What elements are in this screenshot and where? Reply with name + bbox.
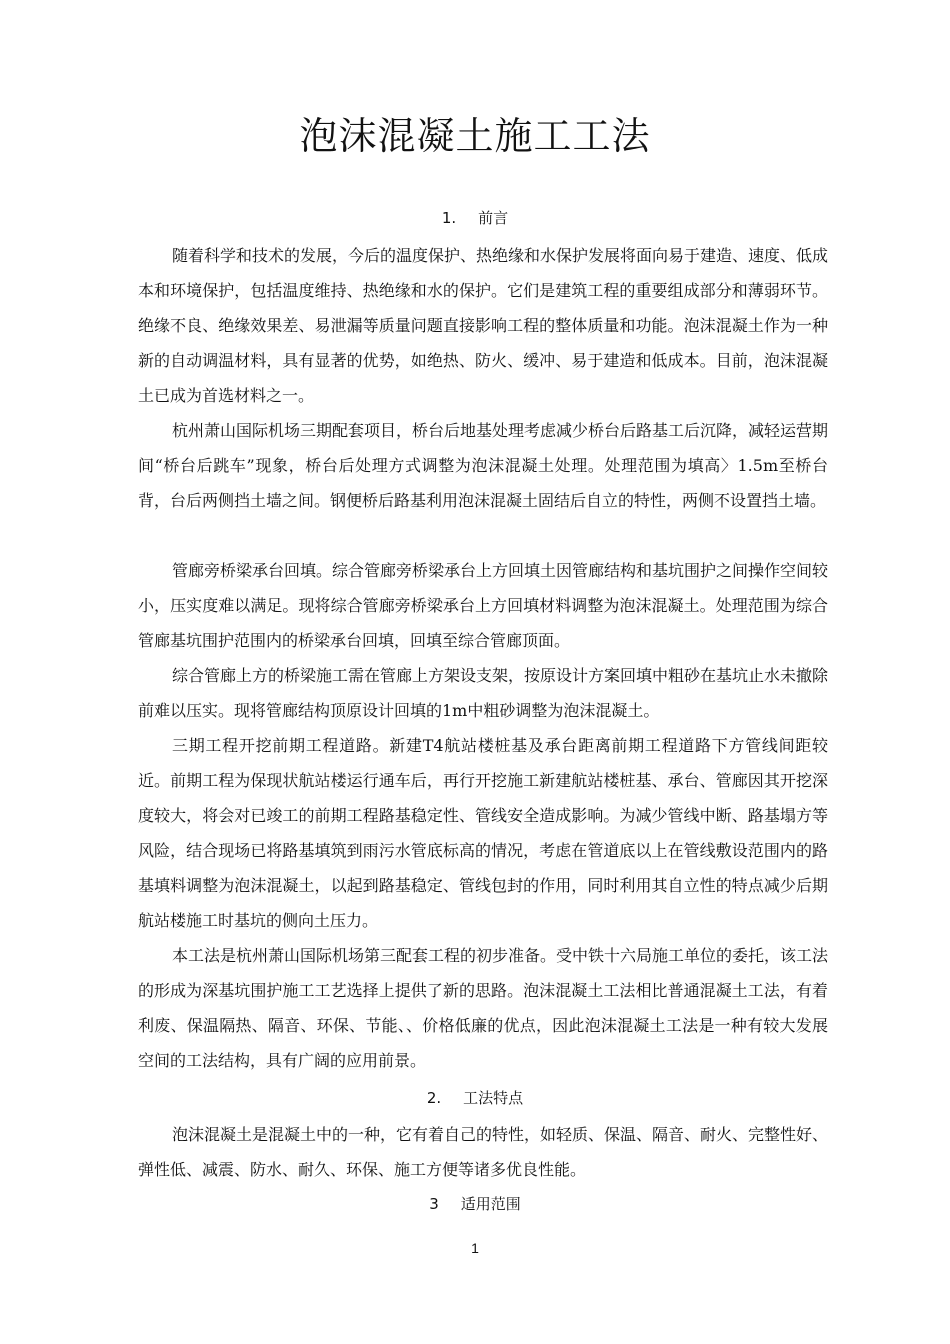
paragraph: 杭州萧山国际机场三期配套项目，桥台后地基处理考虑减少桥台后路基工后沉降，减轻运营期间“桥台后跳车”现象，桥台后处理方式调整为泡沫混凝土处理。处理范围为填高〉1.5m至桥台背，台后两侧挡土墙之间。钢便桥后路基利用泡沫混凝土固结后自立的特性，两侧不设置挡土墙。: [138, 421, 829, 510]
section-number: 1.: [441, 209, 457, 227]
section-title: 工法特点: [463, 1089, 524, 1107]
paragraph: 管廊旁桥梁承台回填。综合管廊旁桥梁承台上方回填土因管廊结构和基坑围护之间操作空间较小，压实度难以满足。现将综合管廊旁桥梁承台上方回填材料调整为泡沫混凝土。处理范围为综合管廊基坑围护范围内的桥梁承台回填，回填至综合管廊顶面。: [138, 561, 829, 650]
section-title: 适用范围: [460, 1195, 521, 1213]
paragraph: 本工法是杭州萧山国际机场第三配套工程的初步准备。受中铁十六局施工单位的委托，该工法的形成为深基坑围护施工工艺选择上提供了新的思路。泡沫混凝土工法相比普通混凝土工法，有着利废、保温隔热、隔音、环保、节能、、价格低廉的优点，因此泡沫混凝土工法是一种有较大发展空间的工法结构，具有广阔的应用前景。: [138, 946, 829, 1070]
section-heading-3: [0, 1194, 950, 1214]
section-heading-1: [0, 208, 950, 228]
paragraph: 三期工程开挖前期工程道路。新建T4航站楼桩基及承台距离前期工程道路下方管线间距较近。前期工程为保现状航站楼运行通车后，再行开挖施工新建航站楼桩基、承台、管廊因其开挖深度较大，将会对已竣工的前期工程路基稳定性、管线安全造成影响。为减少管线中断、路基塌方等风险，结合现场已将路基填筑到雨污水管底标高的情况，考虑在管道底以上在管线敷设范围内的路基填料调整为泡沫混凝土，以起到路基稳定、管线包封的作用，同时利用其自立性的特点减少后期航站楼施工时基坑的侧向土压力。: [138, 736, 828, 930]
page-number: 1: [471, 1240, 479, 1256]
section-number: 2.: [426, 1089, 442, 1107]
section-heading-2: [0, 1088, 950, 1108]
section-number: 3: [429, 1195, 439, 1213]
paragraph: 泡沫混凝土是混凝土中的一种，它有着自己的特性，如轻质、保温、隔音、耐火、完整性好、弹性低、减震、防水、耐久、环保、施工方便等诸多优良性能。: [138, 1125, 829, 1179]
section-title: 前言: [478, 209, 509, 227]
paragraph: 随着科学和技术的发展，今后的温度保护、热绝缘和水保护发展将面向易于建造、速度、低成本和环境保护，包括温度维持、热绝缘和水的保护。它们是建筑工程的重要组成部分和薄弱环节。绝缘不良、绝缘效果差、易泄漏等质量问题直接影响工程的整体质量和功能。泡沫混凝土作为一种新的自动调温材料，具有显著的优势，如绝热、防火、缓冲、易于建造和低成本。目前，泡沫混凝土已成为首选材料之一。: [138, 246, 829, 405]
document-title: 泡沫混凝土施工工法: [299, 114, 651, 158]
paragraph: 综合管廊上方的桥梁施工需在管廊上方架设支架，按原设计方案回填中粗砂在基坑止水未撤除前难以压实。现将管廊结构顶原设计回填的1m中粗砂调整为泡沫混凝土。: [138, 666, 829, 720]
